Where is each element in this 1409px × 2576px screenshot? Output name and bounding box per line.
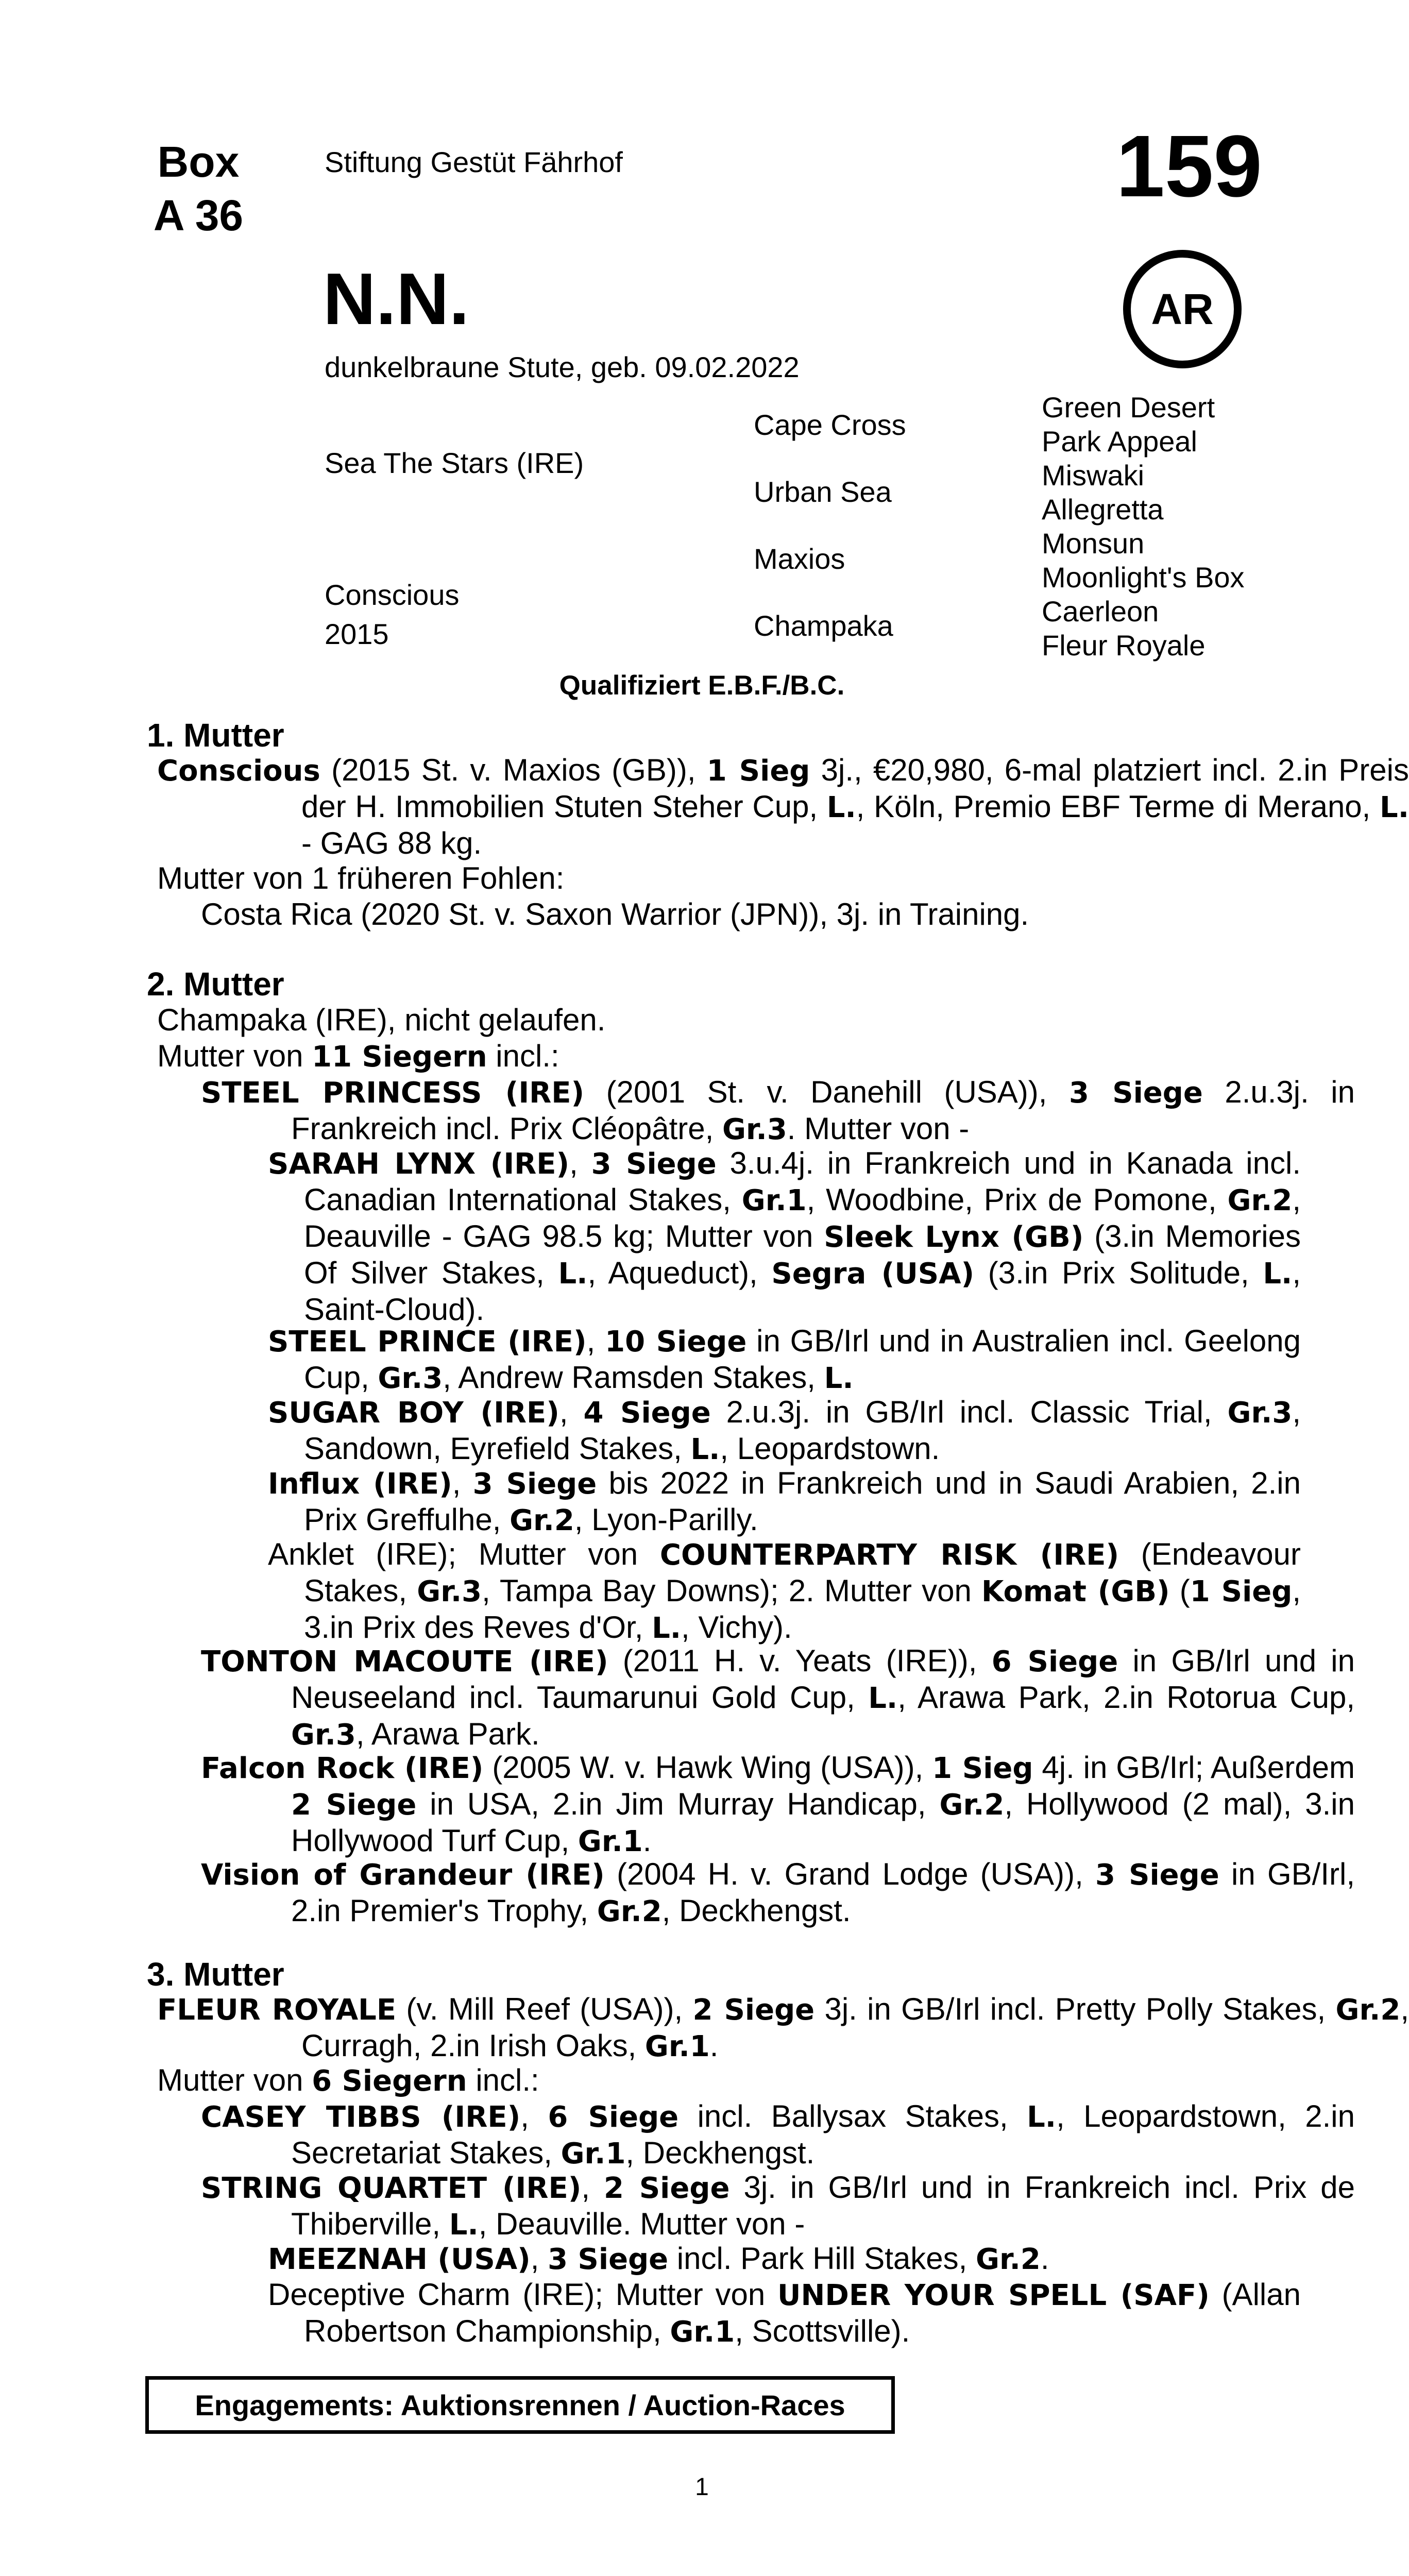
first-dam-foal: Costa Rica (2020 St. v. Saxon Warrior (JPN)), 3j. in Training. <box>201 897 1029 931</box>
steel-prince-record: STEEL PRINCE (IRE), 10 Siege in GB/Irl und in Australien incl. Geelong Cup, Gr.3, Andrew Ramsden Stakes, L. <box>268 1324 1301 1395</box>
pedigree-grandparent: Champaka <box>754 609 893 642</box>
second-dam-title: 2. Mutter <box>147 965 284 1003</box>
influx-record: Influx (IRE), 3 Siege bis 2022 in Frankreich und in Saudi Arabien, 2.in Prix Greffulhe, Gr.2, Lyon-Parilly. <box>268 1466 1301 1537</box>
string-quartet-record: STRING QUARTET (IRE), 2 Siege 3j. in GB/Irl und in Frankreich incl. Prix de Thiberville, L., Deauville. Mutter von - <box>201 2170 1355 2242</box>
deceptive-charm-record: Deceptive Charm (IRE); Mutter von UNDER YOUR SPELL (SAF) (Allan Robertson Championship, Gr.1, Scottsville). <box>268 2277 1301 2349</box>
pedigree-great-grandparent: Moonlight's Box <box>1042 561 1245 594</box>
sarah-lynx-record: SARAH LYNX (IRE), 3 Siege 3.u.4j. in Frankreich und in Kanada incl. Canadian International Stakes, Gr.1, Woodbine, Prix de Pomone, Gr.2, Deauville - GAG 98.5 kg; Mutter von Sleek Lynx (GB) (3.in Memories Of Silver Stakes, L., Aqueduct), Segra (USA) (3.in Prix Solitude, L., Saint-Cloud). <box>268 1146 1301 1327</box>
engagements-box <box>145 2376 895 2434</box>
horse-name: N.N. <box>323 258 469 340</box>
pedigree-dam: Conscious <box>325 579 460 611</box>
first-dam-foals-intro: Mutter von 1 früheren Fohlen: <box>157 861 565 895</box>
first-dam-record: Conscious (2015 St. v. Maxios (GB)), 1 Sieg 3j., €20,980, 6-mal platziert incl. 2.in Preis der H. Immobilien Stuten Steher Cup, L., Köln, Premio EBF Terme di Merano, L. - GAG 88 kg. <box>157 753 1409 860</box>
pedigree-great-grandparent: Monsun <box>1042 527 1145 560</box>
second-dam-line: Champaka (IRE), nicht gelaufen. <box>157 1003 606 1037</box>
pedigree-grandparent: Maxios <box>754 543 845 575</box>
horse-name-bold: Conscious <box>157 754 320 788</box>
first-dam-title: 1. Mutter <box>147 717 284 754</box>
vision-of-grandeur-record: Vision of Grandeur (IRE) (2004 H. v. Grand Lodge (USA)), 3 Siege in GB/Irl, 2.in Premier's Trophy, Gr.2, Deckhengst. <box>201 1857 1355 1928</box>
pedigree-great-grandparent: Miswaki <box>1042 459 1145 492</box>
ar-badge-label: AR <box>1151 284 1214 333</box>
qualification: Qualifiziert E.B.F./B.C. <box>559 670 845 701</box>
box-word: Box <box>157 138 240 186</box>
fleur-royale-record: FLEUR ROYALE (v. Mill Reef (USA)), 2 Siege 3j. in GB/Irl incl. Pretty Polly Stakes, Gr.2, Curragh, 2.in Irish Oaks, Gr.1. <box>157 1992 1409 2063</box>
ar-badge-icon <box>1123 250 1242 368</box>
tonton-macoute-record: TONTON MACOUTE (IRE) (2011 H. v. Yeats (IRE)), 6 Siege in GB/Irl und in Neuseeland incl. Taumarunui Gold Cup, L., Arawa Park, 2.in Rotorua Cup, Gr.3, Arawa Park. <box>201 1643 1355 1752</box>
sugar-boy-record: SUGAR BOY (IRE), 4 Siege 2.u.3j. in GB/Irl incl. Classic Trial, Gr.3, Sandown, Eyrefield Stakes, L., Leopardstown. <box>268 1395 1301 1466</box>
pedigree-great-grandparent: Caerleon <box>1042 595 1159 628</box>
box-number: A 36 <box>153 191 244 240</box>
box-label <box>147 135 250 242</box>
pedigree-sire: Sea The Stars (IRE) <box>325 447 584 479</box>
anklet-record: Anklet (IRE); Mutter von COUNTERPARTY RISK (IRE) (Endeavour Stakes, Gr.3, Tampa Bay Downs); 2. Mutter von Komat (GB) (1 Sieg, 3.in Prix des Reves d'Or, L., Vichy). <box>268 1537 1301 1645</box>
pedigree-dam-year: 2015 <box>325 618 389 650</box>
pedigree-great-grandparent: Fleur Royale <box>1042 629 1206 662</box>
pedigree-great-grandparent: Park Appeal <box>1042 425 1197 457</box>
engagements-label: Engagements: Auktionsrennen / Auction-Races <box>195 2388 845 2421</box>
steel-princess-record: STEEL PRINCESS (IRE) (2001 St. v. Danehill (USA)), 3 Siege 2.u.3j. in Frankreich incl. Prix Cléopâtre, Gr.3. Mutter von - <box>201 1075 1355 1146</box>
pedigree-grandparent: Cape Cross <box>754 409 906 441</box>
casey-tibbs-record: CASEY TIBBS (IRE), 6 Siege incl. Ballysax Stakes, L., Leopardstown, 2.in Secretariat Stakes, Gr.1, Deckhengst. <box>201 2099 1355 2171</box>
second-dam-winners: Mutter von 11 Siegern incl.: <box>157 1039 559 1074</box>
third-dam-winners: Mutter von 6 Siegern incl.: <box>157 2063 539 2098</box>
lot-number: 159 <box>1116 117 1262 215</box>
consignor: Stiftung Gestüt Fährhof <box>325 146 623 178</box>
page-number: 1 <box>695 2473 709 2501</box>
meeznah-record: MEEZNAH (USA), 3 Siege incl. Park Hill Stakes, Gr.2. <box>268 2241 1049 2276</box>
falcon-rock-record: Falcon Rock (IRE) (2005 W. v. Hawk Wing (USA)), 1 Sieg 4j. in GB/Irl; Außerdem 2 Siege in USA, 2.in Jim Murray Handicap, Gr.2, Hollywood (2 mal), 3.in Hollywood Turf Cup, Gr.1. <box>201 1750 1355 1858</box>
pedigree-great-grandparent: Allegretta <box>1042 493 1164 526</box>
horse-description: dunkelbraune Stute, geb. 09.02.2022 <box>325 351 800 383</box>
third-dam-title: 3. Mutter <box>147 1956 284 1993</box>
pedigree-great-grandparent: Green Desert <box>1042 391 1215 423</box>
pedigree-grandparent: Urban Sea <box>754 476 892 508</box>
